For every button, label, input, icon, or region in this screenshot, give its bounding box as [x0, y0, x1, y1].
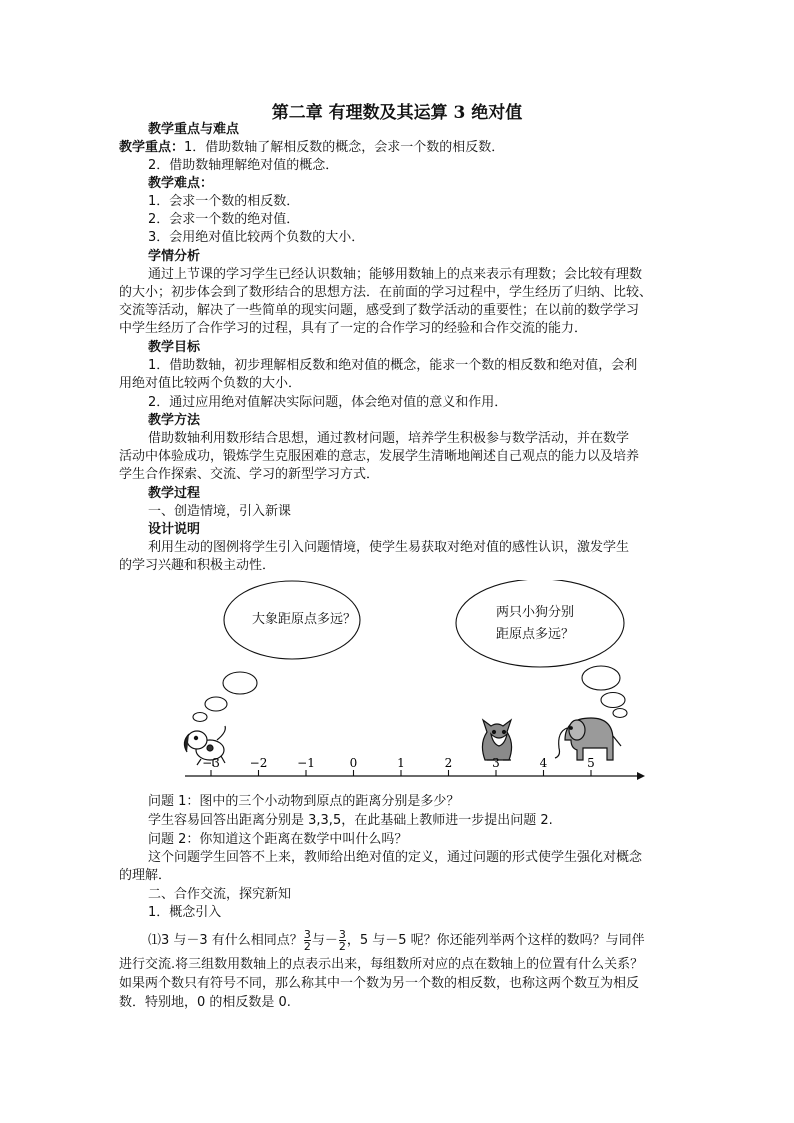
- concept-paragraph-line-4: 数．特别地，0 的相反数是 0.: [119, 995, 291, 1010]
- key-label: 教学重点：: [119, 140, 185, 155]
- bubble-dot-large: [582, 666, 620, 690]
- goal-line-2: 2．通过应用绝对值解决实际问题，体会绝对值的意义和作用．: [148, 395, 508, 410]
- fraction-numerator: 3: [338, 928, 346, 941]
- bubble-dot-small: [613, 709, 627, 718]
- concept-text-b: ，5 与－5 呢？你还能列举两个这样的数吗？与同伴: [346, 933, 645, 948]
- number-line-illustration: [175, 580, 645, 790]
- husky-dog-icon: [482, 720, 511, 760]
- axis-arrow-icon: [637, 772, 645, 780]
- bubble-dot-large: [223, 672, 257, 694]
- design-line-1: 利用生动的图例将学生引入问题情境，使学生易获取对绝对值的感性认识，激发学生: [148, 540, 630, 555]
- analysis-line-4: 中学生经历了合作学习的过程，具有了一定的合作学习的经验和合作交流的能力．: [119, 321, 588, 336]
- bubble-dot-medium: [205, 697, 227, 711]
- question-2-note-line-1: 这个问题学生回答不上来，教师给出绝对值的定义，通过问题的形式使学生强化对概念: [148, 850, 643, 865]
- concept-paragraph-line-1: [148, 928, 708, 954]
- design-line-2: 的学习兴趣和积极主动性．: [119, 558, 276, 573]
- elephant-icon: [555, 718, 621, 760]
- difficulty-item-1: 1．会求一个数的相反数．: [148, 194, 300, 209]
- section-heading-key-points: 教学重点与难点: [148, 122, 240, 137]
- analysis-line-3: 交流等活动，解决了一些简单的现实问题，感受到了数学活动的重要性；在以前的数学学习: [119, 303, 640, 318]
- bubble-dot-small: [193, 713, 207, 722]
- left-bubble-text: 大象距原点多远？: [252, 612, 357, 627]
- method-line-2: 活动中体验成功，锻炼学生克服困难的意志，发展学生清晰地阐述自己观点的能力以及培养: [119, 449, 640, 464]
- section-heading-goals: 教学目标: [148, 340, 201, 355]
- axis-tick-label: −1: [297, 756, 315, 770]
- section-heading-process: 教学过程: [148, 486, 201, 501]
- goal-line-1-cont: 用绝对值比较两个负数的大小．: [119, 376, 302, 391]
- right-bubble-text-line-2: 距原点多远？: [496, 627, 575, 642]
- difficulty-item-3: 3．会用绝对值比较两个负数的大小．: [148, 230, 365, 245]
- section-heading-design: 设计说明: [148, 522, 201, 537]
- axis-tick-label: 3: [492, 756, 500, 770]
- difficulty-label: 教学难点：: [148, 176, 214, 191]
- analysis-line-1: 通过上节课的学习学生已经认识数轴；能够用数轴上的点来表示有理数；会比较有理数: [148, 267, 643, 282]
- concept-paragraph-line-3: 如果两个数只有符号不同，那么称其中一个数为另一个数的相反数，也称这两个数互为相反: [119, 976, 640, 991]
- difficulty-item-2: 2．会求一个数的绝对值．: [148, 212, 300, 227]
- concept-heading: 1．概念引入: [148, 905, 222, 920]
- axis-tick-label: 0: [349, 756, 358, 770]
- axis-tick-label: 1: [397, 756, 405, 770]
- axis-tick-label: −2: [249, 756, 268, 770]
- section-heading-analysis: 学情分析: [148, 249, 201, 264]
- axis-ticks: [202, 756, 595, 776]
- step-1-heading: 一、创造情境，引入新课: [148, 504, 292, 519]
- fraction-three-halves: [304, 929, 311, 952]
- fraction-three-halves-negative: [339, 929, 346, 952]
- section-heading-method: 教学方法: [148, 413, 201, 428]
- concept-text-a: ⑴3 与－3 有什么相同点？: [148, 933, 303, 948]
- axis-tick-label: 4: [539, 756, 548, 770]
- bubble-dot-medium: [601, 693, 625, 708]
- analysis-line-2: 的大小；初步体会到了数形结合的思想方法．在前面的学习过程中，学生经历了归纳、比较、: [119, 285, 653, 300]
- goal-line-1: 1．借助数轴，初步理解相反数和绝对值的概念，能求一个数的相反数和绝对值，会利: [148, 358, 638, 373]
- question-1: 问题 1：图中的三个小动物到原点的距离分别是多少？: [148, 794, 460, 809]
- key-item-1: 1．借助数轴了解相反数的概念，会求一个数的相反数．: [184, 140, 505, 155]
- concept-text-mid: 与－: [311, 933, 338, 948]
- question-1-answer: 学生容易回答出距离分别是 3,3,5，在此基础上教师进一步提出问题 2.: [148, 813, 553, 828]
- fraction-denominator: 2: [338, 940, 346, 953]
- key-item-2: 2．借助数轴理解绝对值的概念．: [148, 158, 339, 173]
- question-2: 问题 2：你知道这个距离在数学中叫什么吗？: [148, 832, 408, 847]
- axis-tick-label: 5: [587, 756, 595, 770]
- method-line-3: 学生合作探索、交流、学习的新型学习方式．: [119, 467, 380, 482]
- step-2-heading: 二、合作交流，探究新知: [148, 887, 292, 902]
- fraction-numerator: 3: [303, 928, 311, 941]
- right-bubble-text-line-1: 两只小狗分别: [496, 605, 575, 620]
- axis-tick-label: 2: [444, 756, 453, 770]
- method-line-1: 借助数轴利用数形结合思想，通过教材问题，培养学生积极参与数学活动，并在数学: [148, 431, 630, 446]
- fraction-denominator: 2: [303, 940, 311, 953]
- axis-tick-label: −3: [202, 756, 220, 770]
- concept-paragraph-line-2: 进行交流.将三组数用数轴上的点表示出来，每组数所对应的点在数轴上的位置有什么关系？: [119, 957, 644, 972]
- question-2-note-line-2: 的理解．: [119, 868, 172, 883]
- page-title: 第二章 有理数及其运算 3 绝对值: [271, 103, 523, 123]
